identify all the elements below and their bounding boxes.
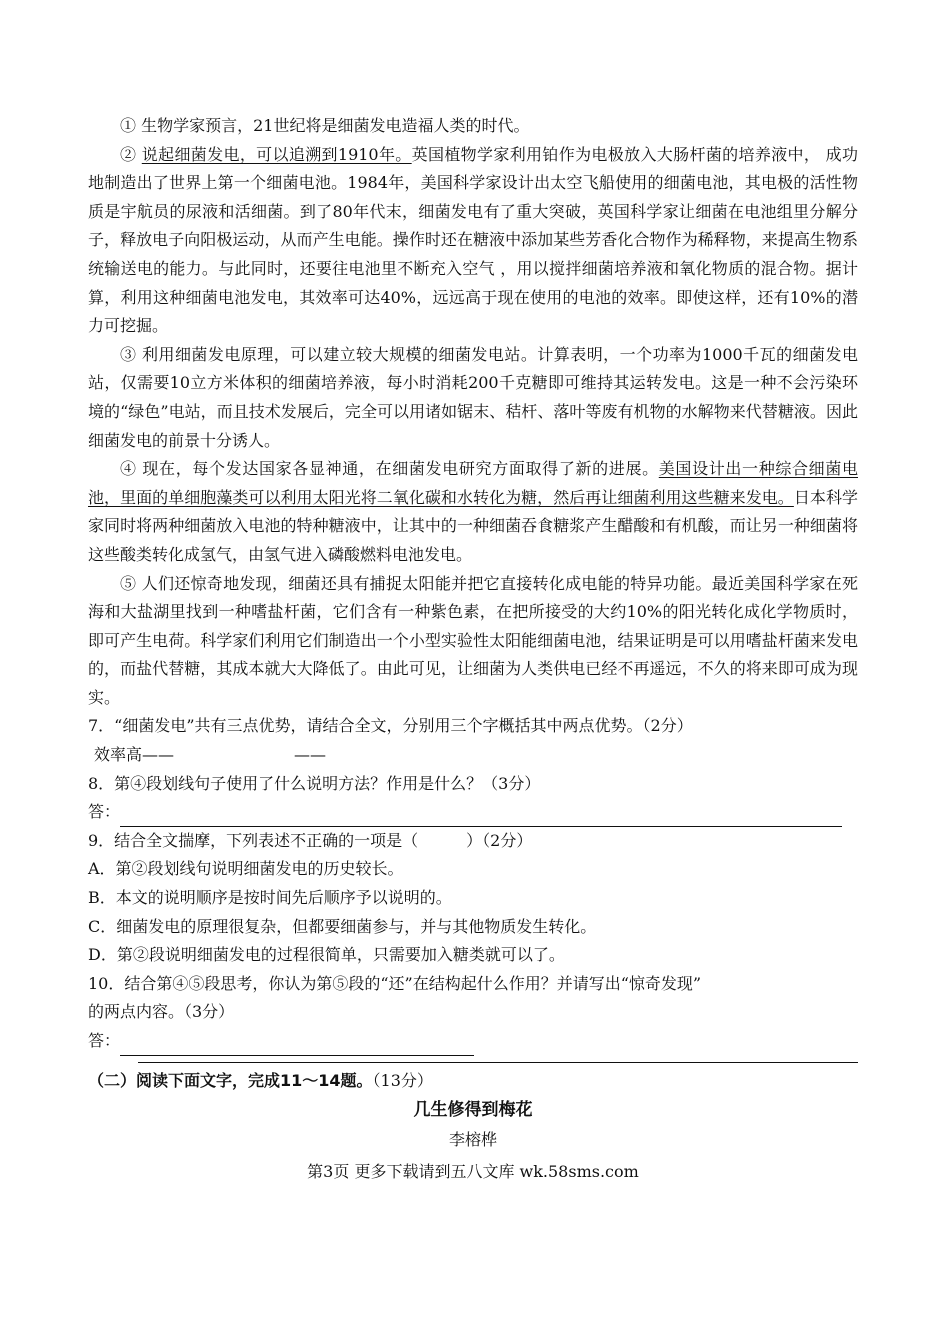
question-7-blanks: [88, 741, 858, 770]
article-title: 几生修得到梅花: [413, 1099, 533, 1120]
question-9-option-d: D．第②段说明细菌发电的过程很简单，只需要加入糖类就可以了。: [88, 945, 565, 965]
section-2-heading: [88, 1067, 858, 1095]
paragraph-4: [88, 455, 858, 569]
article-author: 李榕桦: [448, 1129, 497, 1149]
question-9: 9．结合全文揣摩，下列表述不正确的一项是（ ）（2分）: [88, 830, 533, 850]
paragraph-2: [88, 141, 858, 341]
question-9-option-b: B．本文的说明顺序是按时间先后顺序予以说明的。: [88, 888, 452, 908]
question-10-line-1: 10．结合第④⑤段思考，你认为第⑤段的“还”在结构起什么作用？并请写出“惊奇发现”: [88, 973, 702, 993]
paragraph-4-intro: ④ 现在，每个发达国家各显神通，在细菌发电研究方面取得了新的进展。: [120, 459, 659, 479]
question-8-answer: [88, 798, 858, 827]
answer-label: 答：: [88, 802, 121, 822]
section-2-points: （13分）: [372, 1070, 433, 1090]
answer-line[interactable]: [120, 1035, 474, 1056]
question-8: 8．第④段划线句子使用了什么说明方法？作用是什么？（3分）: [88, 773, 541, 793]
paragraph-5: ⑤ 人们还惊奇地发现，细菌还具有捕捉太阳能并把它直接转化成电能的特异功能。最近美国科学家在死海和大盐湖里找到一种嗜盐杆菌，它们含有一种紫色素，在把所接受的大约10%的阳光转化成化学物质时，即可产生电荷。科学家们利用它们制造出一个小型实验性太阳能细菌电池，结果证明是可以用嗜盐杆菌来发电的，而盐代替糖，其成本就大大降低了。由此可见，让细菌为人类供电已经不再遥远，不久的将来即可成为现实。: [88, 573, 858, 707]
answer-label: 答：: [88, 1031, 121, 1050]
question-10-answer: [88, 1027, 858, 1056]
paragraph-2-underlined-sentence: 说起细菌发电，可以追溯到1910年。: [141, 144, 412, 164]
paragraph-4-body: 日本科学家同时将两种细菌放入电池的特种糖液中，让其中的一种细菌吞食糖浆产生醋酸和有机酸，而让另一种细菌将这些酸类转化成氢气，由氢气进入磷酸燃料电池发电。: [88, 487, 858, 564]
paragraph-2-body: 英国植物学家利用铂作为电极放入大肠杆菌的培养液中， 成功地制造出了世界上第一个细菌电池。1984年，美国科学家设计出太空飞船使用的细菌电池，其电极的活性物质是宇航员的尿液和活细菌。到了80年代末，细菌发电有了重大突破，英国科学家让细菌在电池组里分解分子，释放电子向阳极运动，从而产生电能。操作时还在糖液中添加某些芳香化合物作为稀释物，来提高生物系统输送电的能力。与此同时，还要往电池里不断充入空气 ，用以搅拌细菌培养液和氧化物质的混合物。据计算，利用这种细菌电池发电，其效率可达40%，远远高于现在使用的电池的效率。即使这样，还有10%的潜力可挖掘。: [88, 144, 858, 336]
section-2-heading-text: （二）阅读下面文字，完成11～14题。: [88, 1070, 373, 1090]
question-10-line-2: 的两点内容。（3分）: [88, 1002, 235, 1022]
question-7: 7．“细菌发电”共有三点优势，请结合全文，分别用三个字概括其中两点优势。（2分）: [88, 716, 693, 736]
question-9-option-c: C．细菌发电的原理很复杂，但都要细菌参与，并与其他物质发生转化。: [88, 916, 597, 936]
page-footer: 第3页 更多下载请到五八文库 wk.58sms.com: [307, 1161, 639, 1181]
paragraph-1: ① 生物学家预言，21世纪将是细菌发电造福人类的时代。: [120, 116, 530, 135]
answer-line[interactable]: [120, 806, 842, 827]
paragraph-4-underlined-sentence: 美国设计出一种综合细菌电池，里面的单细胞藻类可以利用太阳光将二氧化碳和水转化为糖，然后再让细菌利用这些糖来发电。: [88, 459, 858, 507]
paragraph-3: ③ 利用细菌发电原理，可以建立较大规模的细菌发电站。计算表明，一个功率为1000千瓦的细菌发电站，仅需要10立方米体积的细菌培养液，每小时消耗200千克糖即可维持其运转发电。这是一种不会污染环境的“绿色”电站，而且技术发展后，完全可以用诸如锯末、秸杆、落叶等废有机物的水解物来代替糖液。因此细菌发电的前景十分诱人。: [88, 344, 858, 450]
question-9-option-a: A．第②段划线句说明细菌发电的历史较长。: [88, 859, 404, 879]
question-7-blank-2: ——: [294, 745, 327, 765]
answer-line-full[interactable]: [138, 1062, 858, 1063]
paragraph-2-marker: ②: [120, 144, 142, 164]
question-7-blank-1: 效率高——: [94, 745, 175, 765]
document-page: [88, 112, 858, 1187]
